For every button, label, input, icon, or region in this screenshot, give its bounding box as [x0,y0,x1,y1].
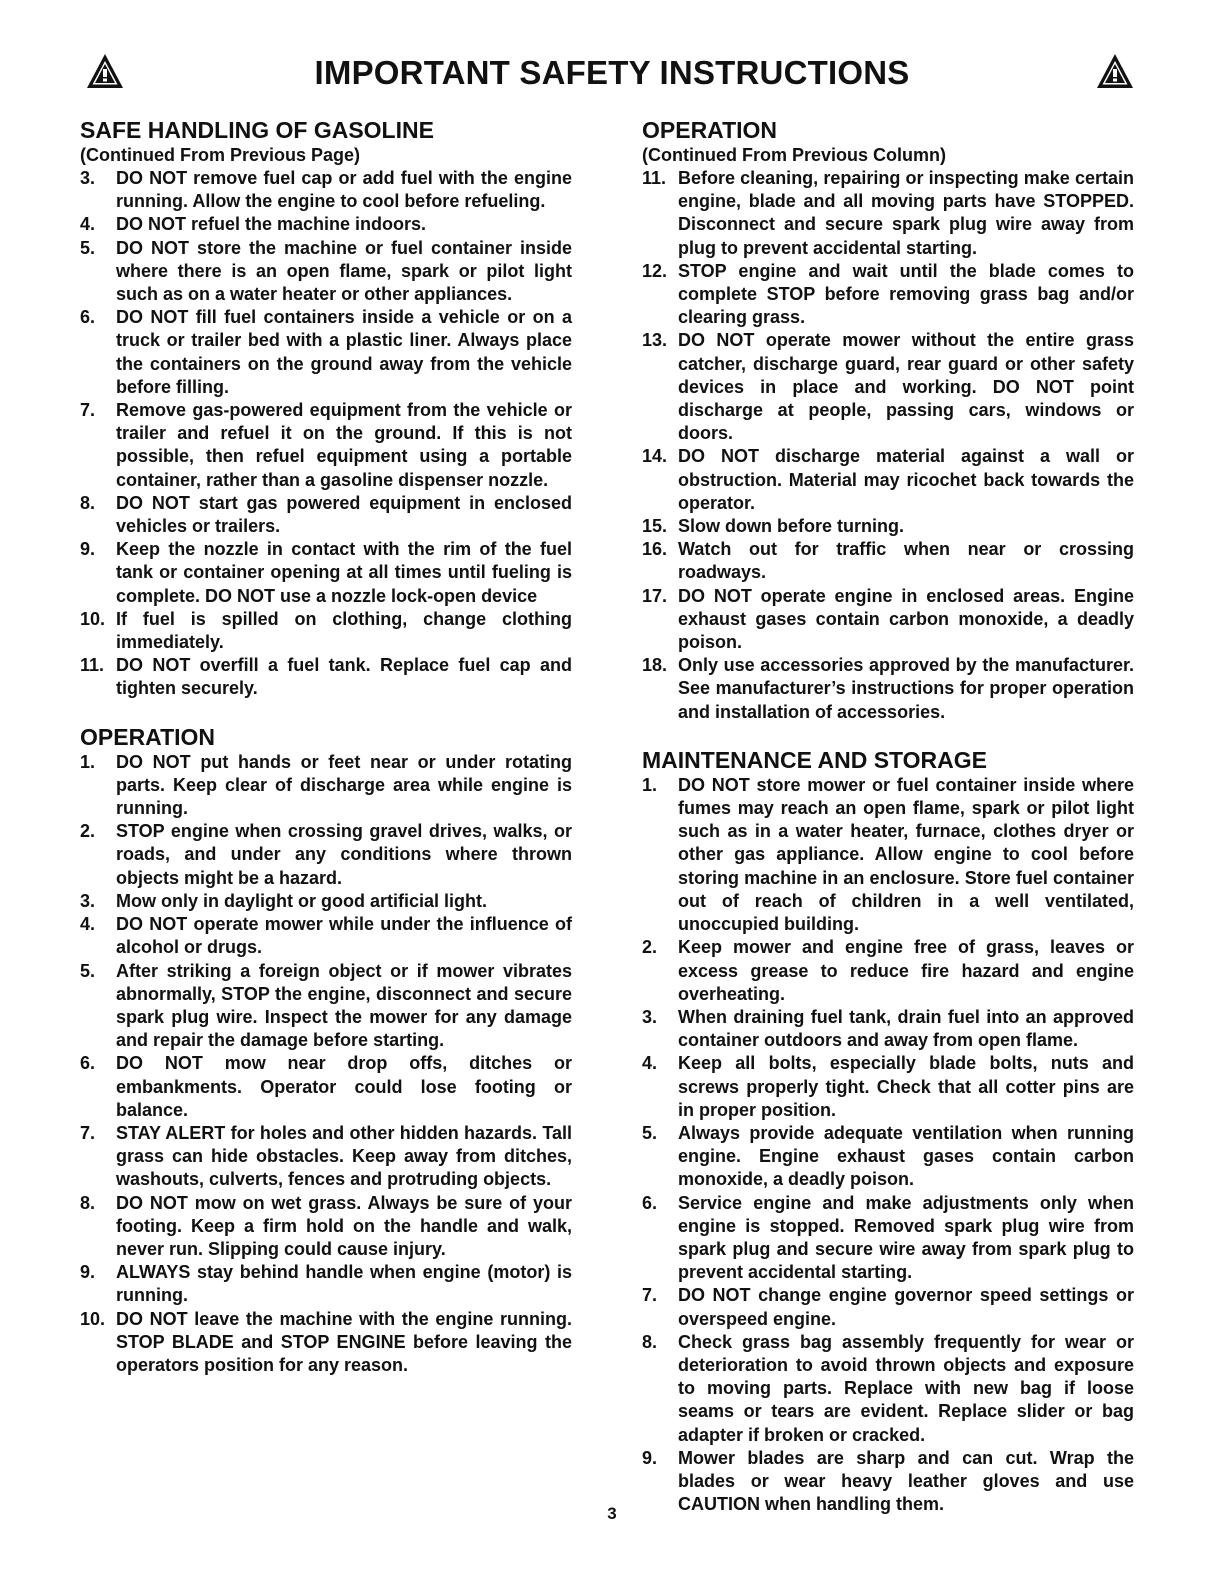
list-item [80,492,572,538]
list-item [80,213,572,236]
list-item [642,774,1134,936]
item-text: DO NOT operate engine in enclosed areas. Engine exhaust gases contain carbon monoxide, a deadly poison. [678,585,1134,653]
item-number: 15. [642,516,668,537]
item-text: Slow down before turning. [678,516,904,537]
list-item [642,329,1134,445]
item-number: 9. [80,539,96,560]
list-item [642,936,1134,1006]
list-item [642,1284,1134,1330]
page-number: 3 [607,1504,617,1523]
list-item [80,1052,572,1122]
item-number: 5. [80,960,96,981]
item-text: DO NOT refuel the machine indoors. [116,214,427,235]
item-number: 7. [80,1122,96,1143]
item-text: Mow only in daylight or good artificial light. [116,890,487,911]
list-item [80,1192,572,1262]
instruction-list [80,167,572,701]
item-number: 13. [642,330,668,351]
item-text: STAY ALERT for holes and other hidden hazards. Tall grass can hide obstacles. Keep away from ditches, washouts, culverts, fences and protruding objects. [116,1122,572,1190]
list-item [642,1122,1134,1192]
list-item [80,890,572,913]
item-text: DO NOT store the machine or fuel container inside where there is an open flame, spark or pilot light such as on a water heater or other appliances. [116,237,572,305]
item-text: Before cleaning, repairing or inspecting make certain engine, blade and all moving parts have STOPPED. Disconnect and secure spark plug wire away from plug to prevent accidental starting. [678,168,1134,258]
item-number: 2. [80,821,96,842]
item-text: After striking a foreign object or if mower vibrates abnormally, STOP the engine, disconnect and secure spark plug wire. Inspect the mower for any damage and repair the damage before starting. [116,960,572,1051]
item-number: 8. [80,1192,96,1213]
item-text: Keep mower and engine free of grass, leaves or excess grease to reduce fire hazard and engine overheating. [678,937,1134,1004]
item-number: 10. [80,1308,106,1329]
left-column [80,116,572,1377]
list-item [642,167,1134,260]
item-number: 5. [80,237,96,258]
section-safe-handling-gasoline [80,116,572,701]
page-header [0,48,1224,98]
item-number: 8. [80,492,96,513]
item-text: DO NOT start gas powered equipment in enclosed vehicles or trailers. [116,492,572,537]
item-number: 1. [80,751,96,772]
section-subheading: (Continued From Previous Column) [642,145,946,165]
item-text: STOP engine when crossing gravel drives, walks, or roads, and under any conditions where thrown objects might be a hazard. [116,821,572,888]
right-column [642,116,1134,1516]
item-number: 7. [642,1285,658,1306]
section-operation [80,723,572,1377]
list-item [642,585,1134,655]
item-text: STOP engine and wait until the blade comes to complete STOP before removing grass bag and/or clearing grass. [678,260,1134,328]
item-number: 12. [642,260,668,281]
item-number: 10. [80,608,106,629]
item-number: 4. [642,1053,658,1074]
instruction-list [642,774,1134,1517]
item-text: Service engine and make adjustments only when engine is stopped. Removed spark plug wire from spark plug and secure wire away from spark plug to prevent accidental starting. [678,1192,1134,1283]
section-subheading: (Continued From Previous Page) [80,145,361,165]
list-item [642,1192,1134,1285]
item-text: DO NOT leave the machine with the engine running. STOP BLADE and STOP ENGINE before leaving the operators position for any reason. [116,1308,572,1375]
list-item [80,960,572,1053]
list-item [80,751,572,821]
item-text: When draining fuel tank, drain fuel into an approved container outdoors and away from open flame. [678,1006,1134,1051]
list-item [80,306,572,399]
list-item [642,654,1134,724]
page-title: IMPORTANT SAFETY INSTRUCTIONS [314,54,910,91]
item-text: Check grass bag assembly frequently for wear or deterioration to avoid thrown objects and exposure to moving parts. Replace with new bag if loose seams or tears are evident. Replace slider or bag adapter if broken or cracked. [678,1331,1134,1445]
section-heading: OPERATION [642,117,778,143]
list-item [642,1006,1134,1052]
item-number: 6. [80,1053,96,1074]
item-number: 4. [80,214,96,235]
list-item [80,237,572,307]
list-item [80,167,572,213]
item-number: 17. [642,585,668,606]
item-number: 11. [642,168,667,188]
item-number: 18. [642,655,668,676]
item-number: 3. [642,1006,658,1027]
item-text: DO NOT overfill a fuel tank. Replace fuel cap and tighten securely. [116,655,572,699]
item-text: DO NOT remove fuel cap or add fuel with the engine running. Allow the engine to cool before refueling. [116,168,572,212]
item-number: 6. [642,1192,658,1213]
item-number: 3. [80,168,96,188]
list-item [642,260,1134,330]
item-text: DO NOT operate mower while under the influence of alcohol or drugs. [116,914,572,958]
list-item [642,445,1134,515]
item-number: 14. [642,446,668,467]
list-item [80,913,572,959]
section-heading: MAINTENANCE AND STORAGE [642,746,988,773]
list-item [80,820,572,890]
instruction-list [80,751,572,1377]
list-item [80,1261,572,1307]
list-item [642,1052,1134,1122]
list-item [80,399,572,492]
section-maintenance-storage [642,746,1134,1517]
item-text: DO NOT fill fuel containers inside a vehicle or on a truck or trailer bed with a plastic liner. Always place the containers on the ground away from the vehicle before filling. [116,307,572,397]
item-text: If fuel is spilled on clothing, change clothing immediately. [116,608,572,653]
item-number: 4. [80,914,96,935]
warning-triangle-icon [1095,52,1135,90]
list-item [80,608,572,654]
item-number: 3. [80,890,96,911]
item-number: 11. [80,655,105,676]
item-text: Keep all bolts, especially blade bolts, nuts and screws properly tight. Check that all cotter pins are in proper position. [678,1053,1134,1120]
item-text: DO NOT store mower or fuel container inside where fumes may reach an open flame, spark or pilot light such as in a water heater, furnace, clothes dryer or other gas appliance. Allow engine to cool before storing machine in an enclosure. Store fuel container out of reach of children in a well ventilated, unoccupied building. [678,774,1134,935]
item-number: 8. [642,1331,658,1352]
item-text: Keep the nozzle in contact with the rim of the fuel tank or container opening at all times until fueling is complete. DO NOT use a nozzle lock-open device [116,539,572,606]
item-text: DO NOT put hands or feet near or under rotating parts. Keep clear of discharge area while engine is running. [116,751,572,819]
item-text: Mower blades are sharp and can cut. Wrap the blades or wear heavy leather gloves and use CAUTION when handling them. [678,1447,1134,1515]
list-item [80,1308,572,1378]
item-text: Always provide adequate ventilation when running engine. Engine exhaust gases contain carbon monoxide, a deadly poison. [678,1122,1134,1190]
section-operation-continued [642,116,1134,724]
item-text: DO NOT mow on wet grass. Always be sure of your footing. Keep a firm hold on the handle and walk, never run. Slipping could cause injury. [116,1192,572,1259]
item-text: Remove gas-powered equipment from the vehicle or trailer and refuel it on the ground. If this is not possible, then refuel equipment using a portable container, rather than a gasoline dispenser nozzle. [116,400,572,490]
list-item [642,1331,1134,1447]
instruction-list [642,167,1134,724]
list-item [642,515,1134,538]
item-text: DO NOT mow near drop offs, ditches or embankments. Operator could lose footing or balance. [116,1053,572,1120]
item-text: DO NOT operate mower without the entire grass catcher, discharge guard, rear guard or other safety devices in place and working. DO NOT point discharge at people, passing cars, windows or doors. [678,330,1134,444]
section-heading: OPERATION [80,723,216,750]
item-number: 1. [642,774,658,795]
item-number: 6. [80,307,96,328]
list-item [80,538,572,608]
item-number: 7. [80,400,96,421]
item-number: 9. [642,1447,658,1468]
item-text: Only use accessories approved by the manufacturer. See manufacturer’s instructions for proper operation and installation of accessories. [678,655,1134,722]
list-item [642,538,1134,584]
list-item [80,654,572,700]
item-number: 5. [642,1122,658,1143]
item-text: DO NOT discharge material against a wall or obstruction. Material may ricochet back towards the operator. [678,446,1134,513]
item-text: ALWAYS stay behind handle when engine (motor) is running. [116,1262,572,1306]
item-number: 2. [642,937,658,958]
item-text: Watch out for traffic when near or crossing roadways. [678,539,1134,583]
section-heading: SAFE HANDLING OF GASOLINE [80,117,434,143]
item-number: 9. [80,1262,96,1283]
item-text: DO NOT change engine governor speed settings or overspeed engine. [678,1285,1134,1329]
item-number: 16. [642,539,668,560]
list-item [80,1122,572,1192]
